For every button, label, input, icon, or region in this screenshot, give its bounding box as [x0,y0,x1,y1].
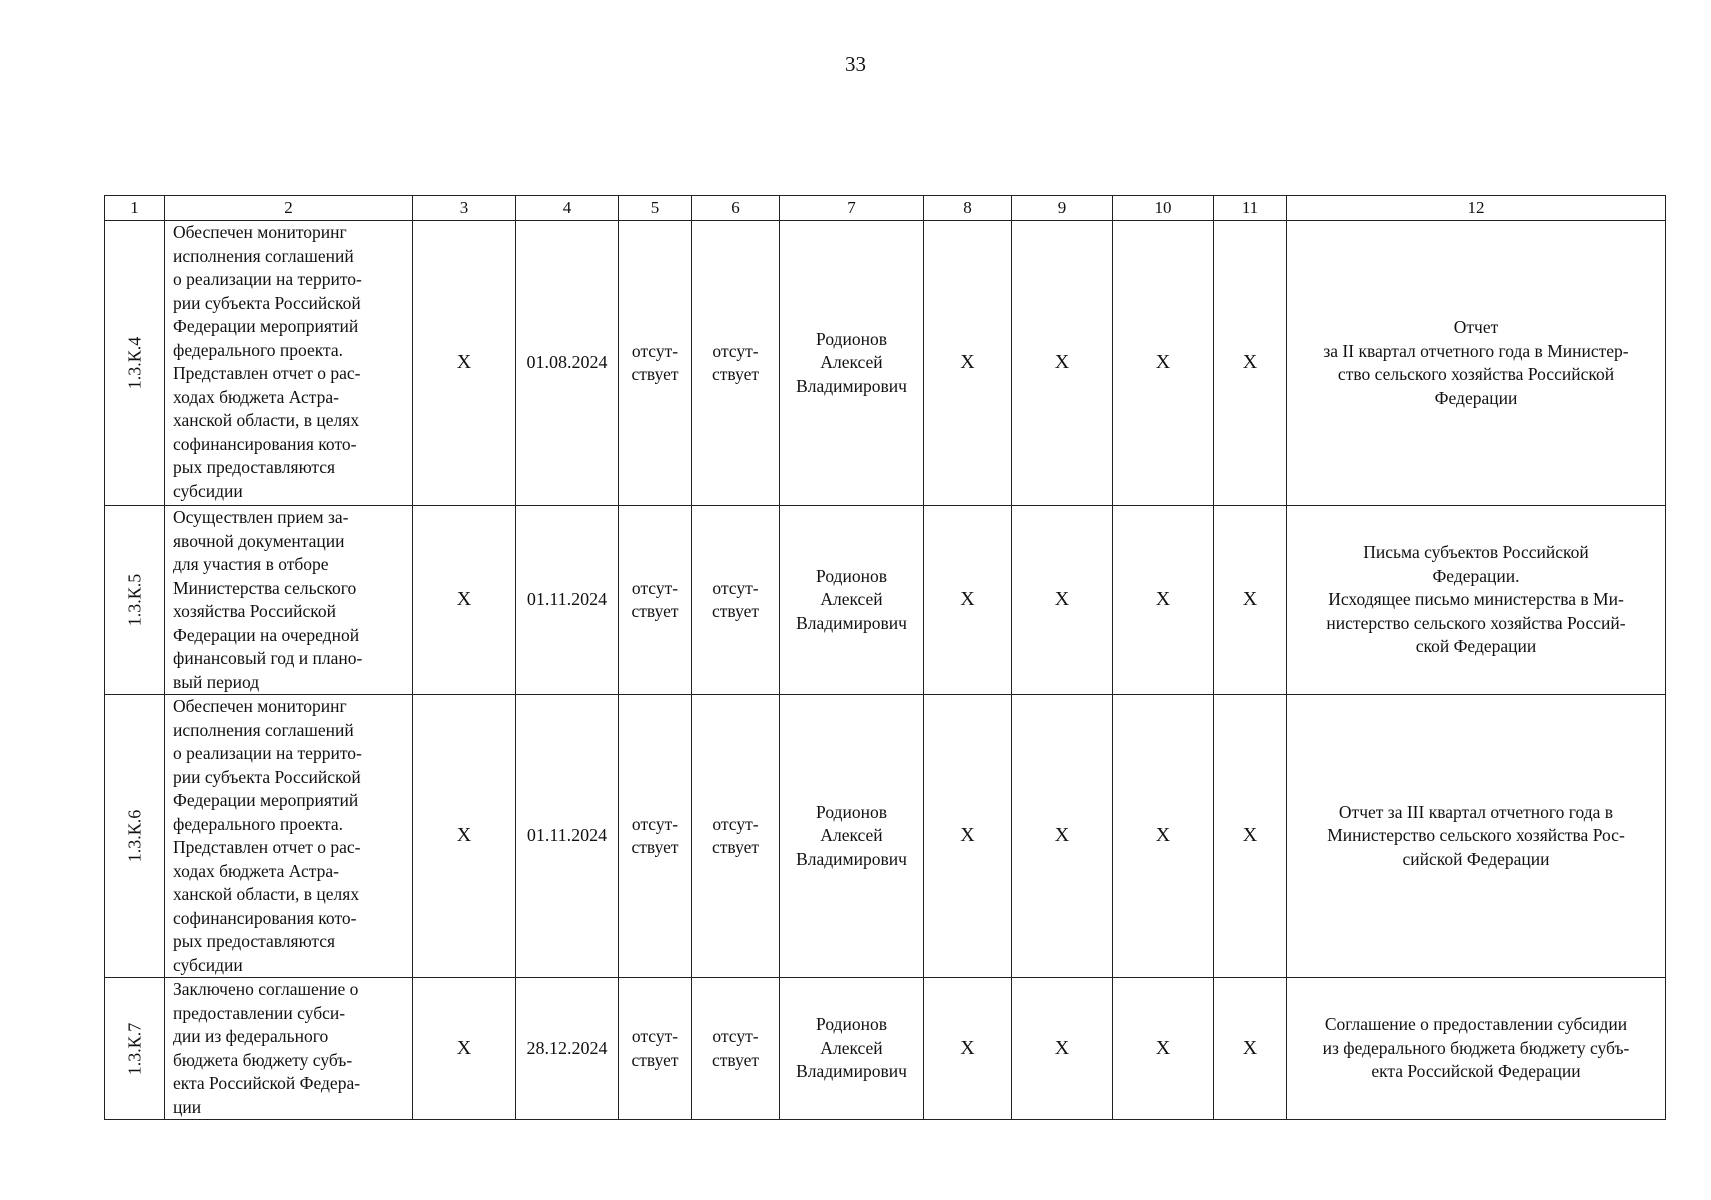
cell-x: X [1113,978,1214,1120]
cell-x: X [413,978,516,1120]
cell-x: X [1113,506,1214,695]
cell-x: X [1214,695,1287,978]
date-cell: 01.11.2024 [516,506,619,695]
column-header: 5 [619,196,692,221]
description-cell [165,695,413,978]
column-header: 11 [1214,196,1287,221]
cell-x: X [413,695,516,978]
absent-cell: отсут- ствует [619,221,692,506]
cell-x: X [1214,506,1287,695]
column-header: 9 [1012,196,1113,221]
responsible-cell: Родионов Алексей Владимирович [780,695,924,978]
page-number: 33 [845,52,866,76]
table-row [105,695,1666,978]
cell-x: X [1113,695,1214,978]
column-header: 6 [692,196,780,221]
column-header: 4 [516,196,619,221]
absent-cell: отсут- ствует [619,695,692,978]
column-header: 1 [105,196,165,221]
table-header-row [105,196,1666,221]
cell-x: X [924,695,1012,978]
cell-x: X [1214,221,1287,506]
cell-x: X [1012,221,1113,506]
absent-cell: отсут- ствует [692,978,780,1120]
cell-x: X [1012,978,1113,1120]
table-row [105,506,1666,695]
row-id-cell [105,978,165,1120]
row-description: Обеспечен мониторинг исполнения соглашений о реализации на террито- рии субъекта Российской Федерации мероприятий федерального проекта. Представлен отчет о рас- ходах бюджета Астра- ханской области, в целях софинансирования кото- рых предоставляются субсидии [173,696,362,975]
plan-table [104,195,1666,1120]
row-description: Заключено соглашение о предоставлении субси- дии из федерального бюджета бюджету субъ- екта Российской Федера- ции [173,979,361,1117]
absent-cell: отсут- ствует [619,506,692,695]
absent-cell: отсут- ствует [692,221,780,506]
cell-x: X [924,978,1012,1120]
row-id-cell [105,695,165,978]
row-id: 1.3.К.5 [123,573,144,627]
date-cell: 01.08.2024 [516,221,619,506]
description-cell [165,506,413,695]
absent-cell: отсут- ствует [619,978,692,1120]
column-header: 7 [780,196,924,221]
cell-x: X [413,221,516,506]
result-cell: Отчет за II квартал отчетного года в Министер- ство сельского хозяйства Российской Федерации [1287,221,1666,506]
responsible-cell: Родионов Алексей Владимирович [780,221,924,506]
column-header: 3 [413,196,516,221]
cell-x: X [413,506,516,695]
responsible-cell: Родионов Алексей Владимирович [780,978,924,1120]
column-header: 12 [1287,196,1666,221]
cell-x: X [1012,506,1113,695]
column-header: 8 [924,196,1012,221]
absent-cell: отсут- ствует [692,695,780,978]
date-cell: 28.12.2024 [516,978,619,1120]
table-row [105,978,1666,1120]
responsible-cell: Родионов Алексей Владимирович [780,506,924,695]
result-cell: Соглашение о предоставлении субсидии из федерального бюджета бюджету субъ- екта Российской Федерации [1287,978,1666,1120]
result-cell: Письма субъектов Российской Федерации. Исходящее письмо министерства в Ми- нистерство сельского хозяйства Россий- ской Федерации [1287,506,1666,695]
cell-x: X [1012,695,1113,978]
date-cell: 01.11.2024 [516,695,619,978]
cell-x: X [924,221,1012,506]
row-description: Обеспечен мониторинг исполнения соглашений о реализации на террито- рии субъекта Российской Федерации мероприятий федерального проекта. Представлен отчет о рас- ходах бюджета Астра- ханской области, в целях софинансирования кото- рых предоставляются субсидии [173,222,362,501]
row-id: 1.3.К.4 [123,336,144,390]
cell-x: X [1113,221,1214,506]
row-description: Осуществлен прием за- явочной документации для участия в отборе Министерства сельского хозяйства Российской Федерации на очередной финансовый год и плано- вый период [173,507,363,692]
column-header: 2 [165,196,413,221]
row-id: 1.3.К.6 [123,809,144,863]
description-cell [165,978,413,1120]
result-cell: Отчет за III квартал отчетного года в Министерство сельского хозяйства Рос- сийской Федерации [1287,695,1666,978]
column-header: 10 [1113,196,1214,221]
absent-cell: отсут- ствует [692,506,780,695]
cell-x: X [924,506,1012,695]
row-id-cell [105,221,165,506]
table-row [105,221,1666,506]
row-id-cell [105,506,165,695]
row-id: 1.3.К.7 [123,1022,144,1075]
cell-x: X [1214,978,1287,1120]
description-cell [165,221,413,506]
